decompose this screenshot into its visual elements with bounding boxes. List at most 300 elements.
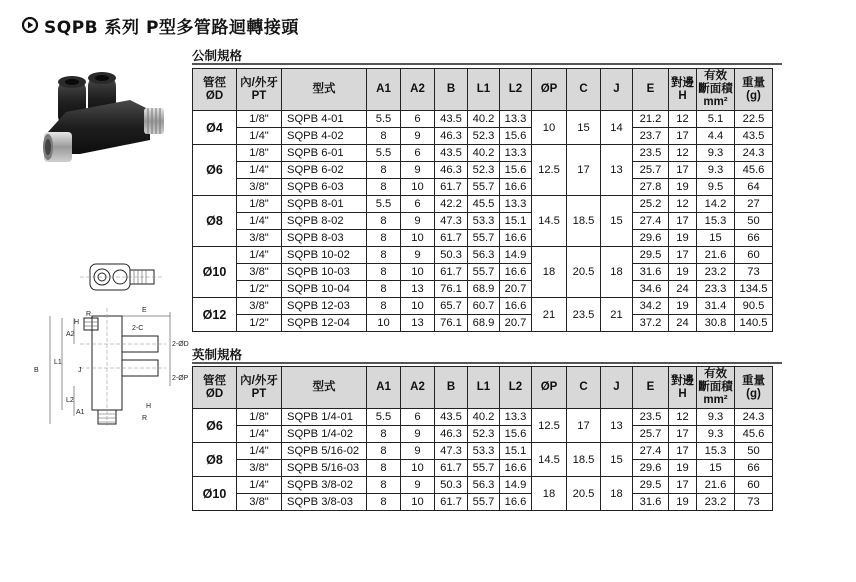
l1-cell: 56.3 <box>468 247 500 264</box>
l2-cell: 16.6 <box>500 264 532 281</box>
a2-cell: 9 <box>401 477 435 494</box>
a2-cell: 10 <box>401 494 435 511</box>
model-cell: SQPB 1/4-02 <box>282 426 367 443</box>
a2-cell: 6 <box>401 111 435 128</box>
header-h: 對邊 H <box>669 69 697 111</box>
area-cell: 15.3 <box>697 213 735 230</box>
e-cell: 23.5 <box>633 145 669 162</box>
a2-cell: 6 <box>401 196 435 213</box>
a2-cell: 9 <box>401 426 435 443</box>
table-row <box>193 179 773 196</box>
area-cell: 9.5 <box>697 179 735 196</box>
e-cell: 25.2 <box>633 196 669 213</box>
pt-cell: 3/8" <box>237 264 282 281</box>
b-cell: 61.7 <box>435 179 468 196</box>
area-cell: 15 <box>697 230 735 247</box>
c-cell: 17 <box>567 145 601 196</box>
a2-cell: 9 <box>401 247 435 264</box>
h-cell: 17 <box>669 247 697 264</box>
header-model: 型式 <box>282 69 367 111</box>
l2-cell: 15.6 <box>500 128 532 145</box>
l1-cell: 56.3 <box>468 477 500 494</box>
b-cell: 42.2 <box>435 196 468 213</box>
model-cell: SQPB 4-02 <box>282 128 367 145</box>
header-op: ØP <box>532 69 567 111</box>
b-cell: 46.3 <box>435 128 468 145</box>
l2-cell: 15.1 <box>500 213 532 230</box>
table-row <box>193 315 773 332</box>
area-cell: 4.4 <box>697 128 735 145</box>
j-cell: 18 <box>601 477 633 511</box>
l1-cell: 68.9 <box>468 315 500 332</box>
l2-cell: 20.7 <box>500 315 532 332</box>
e-cell: 25.7 <box>633 162 669 179</box>
a2-cell: 9 <box>401 443 435 460</box>
table-row <box>193 298 773 315</box>
a1-cell: 8 <box>367 281 401 298</box>
header-weight: 重量 (g) <box>735 367 773 409</box>
header-b: B <box>435 69 468 111</box>
op-cell: 14.5 <box>532 443 567 477</box>
model-cell: SQPB 12-03 <box>282 298 367 315</box>
c-cell: 23.5 <box>567 298 601 332</box>
metric-header <box>193 69 773 111</box>
header-c: C <box>567 69 601 111</box>
weight-cell: 60 <box>735 477 773 494</box>
front-view <box>50 308 170 428</box>
h-cell: 17 <box>669 443 697 460</box>
a1-cell: 8 <box>367 128 401 145</box>
header-a1: A1 <box>367 367 401 409</box>
model-cell: SQPB 10-04 <box>282 281 367 298</box>
pt-cell: 1/4" <box>237 213 282 230</box>
area-cell: 14.2 <box>697 196 735 213</box>
area-cell: 21.6 <box>697 477 735 494</box>
e-cell: 21.2 <box>633 111 669 128</box>
weight-cell: 43.5 <box>735 128 773 145</box>
table-row <box>193 409 773 426</box>
header-a2: A2 <box>401 69 435 111</box>
a2-cell: 10 <box>401 298 435 315</box>
header-e: E <box>633 367 669 409</box>
weight-cell: 60 <box>735 247 773 264</box>
l1-cell: 53.3 <box>468 443 500 460</box>
l2-cell: 14.9 <box>500 247 532 264</box>
c-cell: 20.5 <box>567 247 601 298</box>
e-cell: 29.6 <box>633 460 669 477</box>
j-cell: 13 <box>601 409 633 443</box>
l2-cell: 13.3 <box>500 409 532 426</box>
b-cell: 76.1 <box>435 315 468 332</box>
table-row <box>193 247 773 264</box>
l2-cell: 15.6 <box>500 426 532 443</box>
label-j: J <box>78 367 82 374</box>
e-cell: 23.5 <box>633 409 669 426</box>
top-view <box>80 264 162 290</box>
header-c: C <box>567 367 601 409</box>
od-cell: Ø8 <box>193 443 237 477</box>
area-cell: 9.3 <box>697 162 735 179</box>
l1-cell: 55.7 <box>468 179 500 196</box>
b-cell: 50.3 <box>435 477 468 494</box>
model-cell: SQPB 3/8-02 <box>282 477 367 494</box>
metric-section-title: 公制規格 <box>192 48 243 63</box>
a1-cell: 8 <box>367 477 401 494</box>
h-cell: 19 <box>669 264 697 281</box>
h-cell: 17 <box>669 477 697 494</box>
header-a1: A1 <box>367 69 401 111</box>
model-cell: SQPB 6-02 <box>282 162 367 179</box>
a2-cell: 6 <box>401 409 435 426</box>
l2-cell: 13.3 <box>500 196 532 213</box>
a1-cell: 8 <box>367 179 401 196</box>
b-cell: 76.1 <box>435 281 468 298</box>
a2-cell: 10 <box>401 179 435 196</box>
table-row <box>193 443 773 460</box>
l1-cell: 60.7 <box>468 298 500 315</box>
header-a2: A2 <box>401 367 435 409</box>
b-cell: 61.7 <box>435 494 468 511</box>
b-cell: 61.7 <box>435 264 468 281</box>
a2-cell: 9 <box>401 162 435 179</box>
a1-cell: 8 <box>367 264 401 281</box>
weight-cell: 45.6 <box>735 162 773 179</box>
l2-cell: 16.6 <box>500 179 532 196</box>
b-cell: 50.3 <box>435 247 468 264</box>
od-cell: Ø10 <box>193 247 237 298</box>
a1-cell: 8 <box>367 247 401 264</box>
j-cell: 15 <box>601 196 633 247</box>
l2-cell: 16.6 <box>500 460 532 477</box>
imperial-section-title: 英制規格 <box>192 347 243 362</box>
l1-cell: 40.2 <box>468 409 500 426</box>
model-cell: SQPB 8-02 <box>282 213 367 230</box>
model-cell: SQPB 5/16-03 <box>282 460 367 477</box>
l1-cell: 45.5 <box>468 196 500 213</box>
od-cell: Ø6 <box>193 409 237 443</box>
op-cell: 14.5 <box>532 196 567 247</box>
area-cell: 5.1 <box>697 111 735 128</box>
a2-cell: 13 <box>401 315 435 332</box>
table-row <box>193 426 773 443</box>
weight-cell: 24.3 <box>735 145 773 162</box>
header-area: 有效 斷面積 mm² <box>697 367 735 409</box>
model-cell: SQPB 3/8-03 <box>282 494 367 511</box>
weight-cell: 66 <box>735 230 773 247</box>
e-cell: 27.4 <box>633 213 669 230</box>
a1-cell: 8 <box>367 443 401 460</box>
e-cell: 23.7 <box>633 128 669 145</box>
metric-divider <box>192 63 782 65</box>
product-photo <box>40 70 170 185</box>
l1-cell: 55.7 <box>468 494 500 511</box>
table-row <box>193 128 773 145</box>
l1-cell: 40.2 <box>468 111 500 128</box>
b-cell: 46.3 <box>435 426 468 443</box>
l2-cell: 14.9 <box>500 477 532 494</box>
op-cell: 12.5 <box>532 145 567 196</box>
header-area: 有效 斷面積 mm² <box>697 69 735 111</box>
e-cell: 27.8 <box>633 179 669 196</box>
weight-cell: 140.5 <box>735 315 773 332</box>
label-l1: L1 <box>54 359 62 366</box>
header-e: E <box>633 69 669 111</box>
h-cell: 17 <box>669 426 697 443</box>
a1-cell: 8 <box>367 213 401 230</box>
table-row <box>193 162 773 179</box>
label-2c: 2-C <box>132 325 144 332</box>
model-cell: SQPB 4-01 <box>282 111 367 128</box>
table-row <box>193 477 773 494</box>
label-h: H <box>74 319 80 326</box>
header-h: 對邊 H <box>669 367 697 409</box>
table-row <box>193 145 773 162</box>
imperial-spec-table <box>192 366 773 511</box>
dimension-drawing <box>20 256 190 436</box>
header-op: ØP <box>532 367 567 409</box>
label-l2: L2 <box>66 397 74 404</box>
b-cell: 47.3 <box>435 213 468 230</box>
header-l1: L1 <box>468 367 500 409</box>
header-pt: 內/外牙 PT <box>237 367 282 409</box>
a1-cell: 5.5 <box>367 111 401 128</box>
od-cell: Ø12 <box>193 298 237 332</box>
e-cell: 29.5 <box>633 247 669 264</box>
b-cell: 46.3 <box>435 162 468 179</box>
area-cell: 9.3 <box>697 409 735 426</box>
a2-cell: 13 <box>401 281 435 298</box>
a1-cell: 8 <box>367 162 401 179</box>
label-2op: 2-ØP <box>172 375 189 382</box>
weight-cell: 64 <box>735 179 773 196</box>
h-cell: 19 <box>669 230 697 247</box>
play-circle-icon <box>22 17 38 33</box>
header-weight: 重量 (g) <box>735 69 773 111</box>
weight-cell: 27 <box>735 196 773 213</box>
pt-cell: 1/4" <box>237 162 282 179</box>
op-cell: 18 <box>532 477 567 511</box>
pt-cell: 1/4" <box>237 247 282 264</box>
od-cell: Ø10 <box>193 477 237 511</box>
l2-cell: 16.6 <box>500 298 532 315</box>
table-row <box>193 494 773 511</box>
header-l2: L2 <box>500 69 532 111</box>
model-cell: SQPB 6-03 <box>282 179 367 196</box>
b-cell: 47.3 <box>435 443 468 460</box>
op-cell: 21 <box>532 298 567 332</box>
label-r: R <box>86 311 92 318</box>
male-thread-end <box>144 108 164 134</box>
h-cell: 24 <box>669 281 697 298</box>
e-cell: 31.6 <box>633 494 669 511</box>
a1-cell: 8 <box>367 298 401 315</box>
h-cell: 12 <box>669 409 697 426</box>
header-b: B <box>435 367 468 409</box>
a1-cell: 8 <box>367 494 401 511</box>
l1-cell: 52.3 <box>468 162 500 179</box>
h-cell: 12 <box>669 145 697 162</box>
area-cell: 23.2 <box>697 494 735 511</box>
area-cell: 31.4 <box>697 298 735 315</box>
pt-cell: 3/8" <box>237 298 282 315</box>
a2-cell: 9 <box>401 213 435 230</box>
label-b: B <box>34 367 39 374</box>
pt-cell: 1/2" <box>237 315 282 332</box>
c-cell: 18.5 <box>567 196 601 247</box>
label-r-bottom: R <box>142 415 148 422</box>
header-model: 型式 <box>282 367 367 409</box>
l2-cell: 13.3 <box>500 111 532 128</box>
b-cell: 43.5 <box>435 111 468 128</box>
l2-cell: 15.6 <box>500 162 532 179</box>
h-cell: 17 <box>669 162 697 179</box>
a2-cell: 6 <box>401 145 435 162</box>
a2-cell: 9 <box>401 128 435 145</box>
h-cell: 19 <box>669 179 697 196</box>
h-cell: 12 <box>669 111 697 128</box>
label-e: E <box>142 307 147 314</box>
area-cell: 9.3 <box>697 145 735 162</box>
a1-cell: 8 <box>367 426 401 443</box>
a1-cell: 5.5 <box>367 145 401 162</box>
pt-cell: 1/8" <box>237 409 282 426</box>
area-cell: 15 <box>697 460 735 477</box>
a1-cell: 8 <box>367 460 401 477</box>
l2-cell: 16.6 <box>500 494 532 511</box>
weight-cell: 73 <box>735 494 773 511</box>
a1-cell: 5.5 <box>367 409 401 426</box>
weight-cell: 50 <box>735 213 773 230</box>
e-cell: 27.4 <box>633 443 669 460</box>
page-title: SQPB 系列 P型多管路迴轉接頭 <box>44 17 299 38</box>
weight-cell: 66 <box>735 460 773 477</box>
l1-cell: 53.3 <box>468 213 500 230</box>
a2-cell: 10 <box>401 264 435 281</box>
header-od: 管徑 ØD <box>193 69 237 111</box>
table-row <box>193 196 773 213</box>
j-cell: 14 <box>601 111 633 145</box>
label-h-bottom: H <box>146 403 152 410</box>
header-l2: L2 <box>500 367 532 409</box>
e-cell: 25.7 <box>633 426 669 443</box>
weight-cell: 50 <box>735 443 773 460</box>
od-cell: Ø8 <box>193 196 237 247</box>
pt-cell: 3/8" <box>237 230 282 247</box>
a2-cell: 10 <box>401 460 435 477</box>
model-cell: SQPB 8-03 <box>282 230 367 247</box>
c-cell: 15 <box>567 111 601 145</box>
op-cell: 10 <box>532 111 567 145</box>
od-cell: Ø4 <box>193 111 237 145</box>
pt-cell: 1/4" <box>237 443 282 460</box>
weight-cell: 73 <box>735 264 773 281</box>
model-cell: SQPB 1/4-01 <box>282 409 367 426</box>
h-cell: 17 <box>669 128 697 145</box>
area-cell: 30.8 <box>697 315 735 332</box>
weight-cell: 22.5 <box>735 111 773 128</box>
l1-cell: 68.9 <box>468 281 500 298</box>
pt-cell: 3/8" <box>237 460 282 477</box>
area-cell: 21.6 <box>697 247 735 264</box>
e-cell: 37.2 <box>633 315 669 332</box>
l2-cell: 13.3 <box>500 145 532 162</box>
l1-cell: 55.7 <box>468 264 500 281</box>
header-od: 管徑 ØD <box>193 367 237 409</box>
metric-spec-table <box>192 68 773 332</box>
pt-cell: 1/8" <box>237 111 282 128</box>
table-row <box>193 111 773 128</box>
l1-cell: 55.7 <box>468 230 500 247</box>
table-row <box>193 460 773 477</box>
header-j: J <box>601 69 633 111</box>
pt-cell: 1/4" <box>237 426 282 443</box>
a2-cell: 10 <box>401 230 435 247</box>
l2-cell: 20.7 <box>500 281 532 298</box>
c-cell: 18.5 <box>567 443 601 477</box>
e-cell: 34.6 <box>633 281 669 298</box>
l1-cell: 52.3 <box>468 426 500 443</box>
b-cell: 65.7 <box>435 298 468 315</box>
h-cell: 24 <box>669 315 697 332</box>
e-cell: 29.5 <box>633 477 669 494</box>
area-cell: 23.3 <box>697 281 735 298</box>
imperial-divider <box>192 362 782 364</box>
e-cell: 31.6 <box>633 264 669 281</box>
op-cell: 18 <box>532 247 567 298</box>
j-cell: 18 <box>601 247 633 298</box>
area-cell: 15.3 <box>697 443 735 460</box>
header-j: J <box>601 367 633 409</box>
c-cell: 17 <box>567 409 601 443</box>
model-cell: SQPB 8-01 <box>282 196 367 213</box>
h-cell: 12 <box>669 196 697 213</box>
table-row <box>193 281 773 298</box>
b-cell: 43.5 <box>435 409 468 426</box>
pt-cell: 1/2" <box>237 281 282 298</box>
b-cell: 43.5 <box>435 145 468 162</box>
label-a1: A1 <box>76 409 85 416</box>
l1-cell: 55.7 <box>468 460 500 477</box>
l2-cell: 16.6 <box>500 230 532 247</box>
h-cell: 19 <box>669 494 697 511</box>
l2-cell: 15.1 <box>500 443 532 460</box>
label-a2: A2 <box>66 331 75 338</box>
b-cell: 61.7 <box>435 230 468 247</box>
a1-cell: 5.5 <box>367 196 401 213</box>
imperial-header <box>193 367 773 409</box>
header-l1: L1 <box>468 69 500 111</box>
h-cell: 19 <box>669 460 697 477</box>
h-cell: 19 <box>669 298 697 315</box>
weight-cell: 134.5 <box>735 281 773 298</box>
a1-cell: 8 <box>367 230 401 247</box>
op-cell: 12.5 <box>532 409 567 443</box>
od-cell: Ø6 <box>193 145 237 196</box>
header-pt: 內/外牙 PT <box>237 69 282 111</box>
table-row <box>193 264 773 281</box>
pt-cell: 1/8" <box>237 145 282 162</box>
model-cell: SQPB 12-04 <box>282 315 367 332</box>
j-cell: 21 <box>601 298 633 332</box>
h-cell: 17 <box>669 213 697 230</box>
pt-cell: 3/8" <box>237 494 282 511</box>
l1-cell: 40.2 <box>468 145 500 162</box>
weight-cell: 45.6 <box>735 426 773 443</box>
table-row <box>193 230 773 247</box>
e-cell: 34.2 <box>633 298 669 315</box>
a1-cell: 10 <box>367 315 401 332</box>
c-cell: 20.5 <box>567 477 601 511</box>
